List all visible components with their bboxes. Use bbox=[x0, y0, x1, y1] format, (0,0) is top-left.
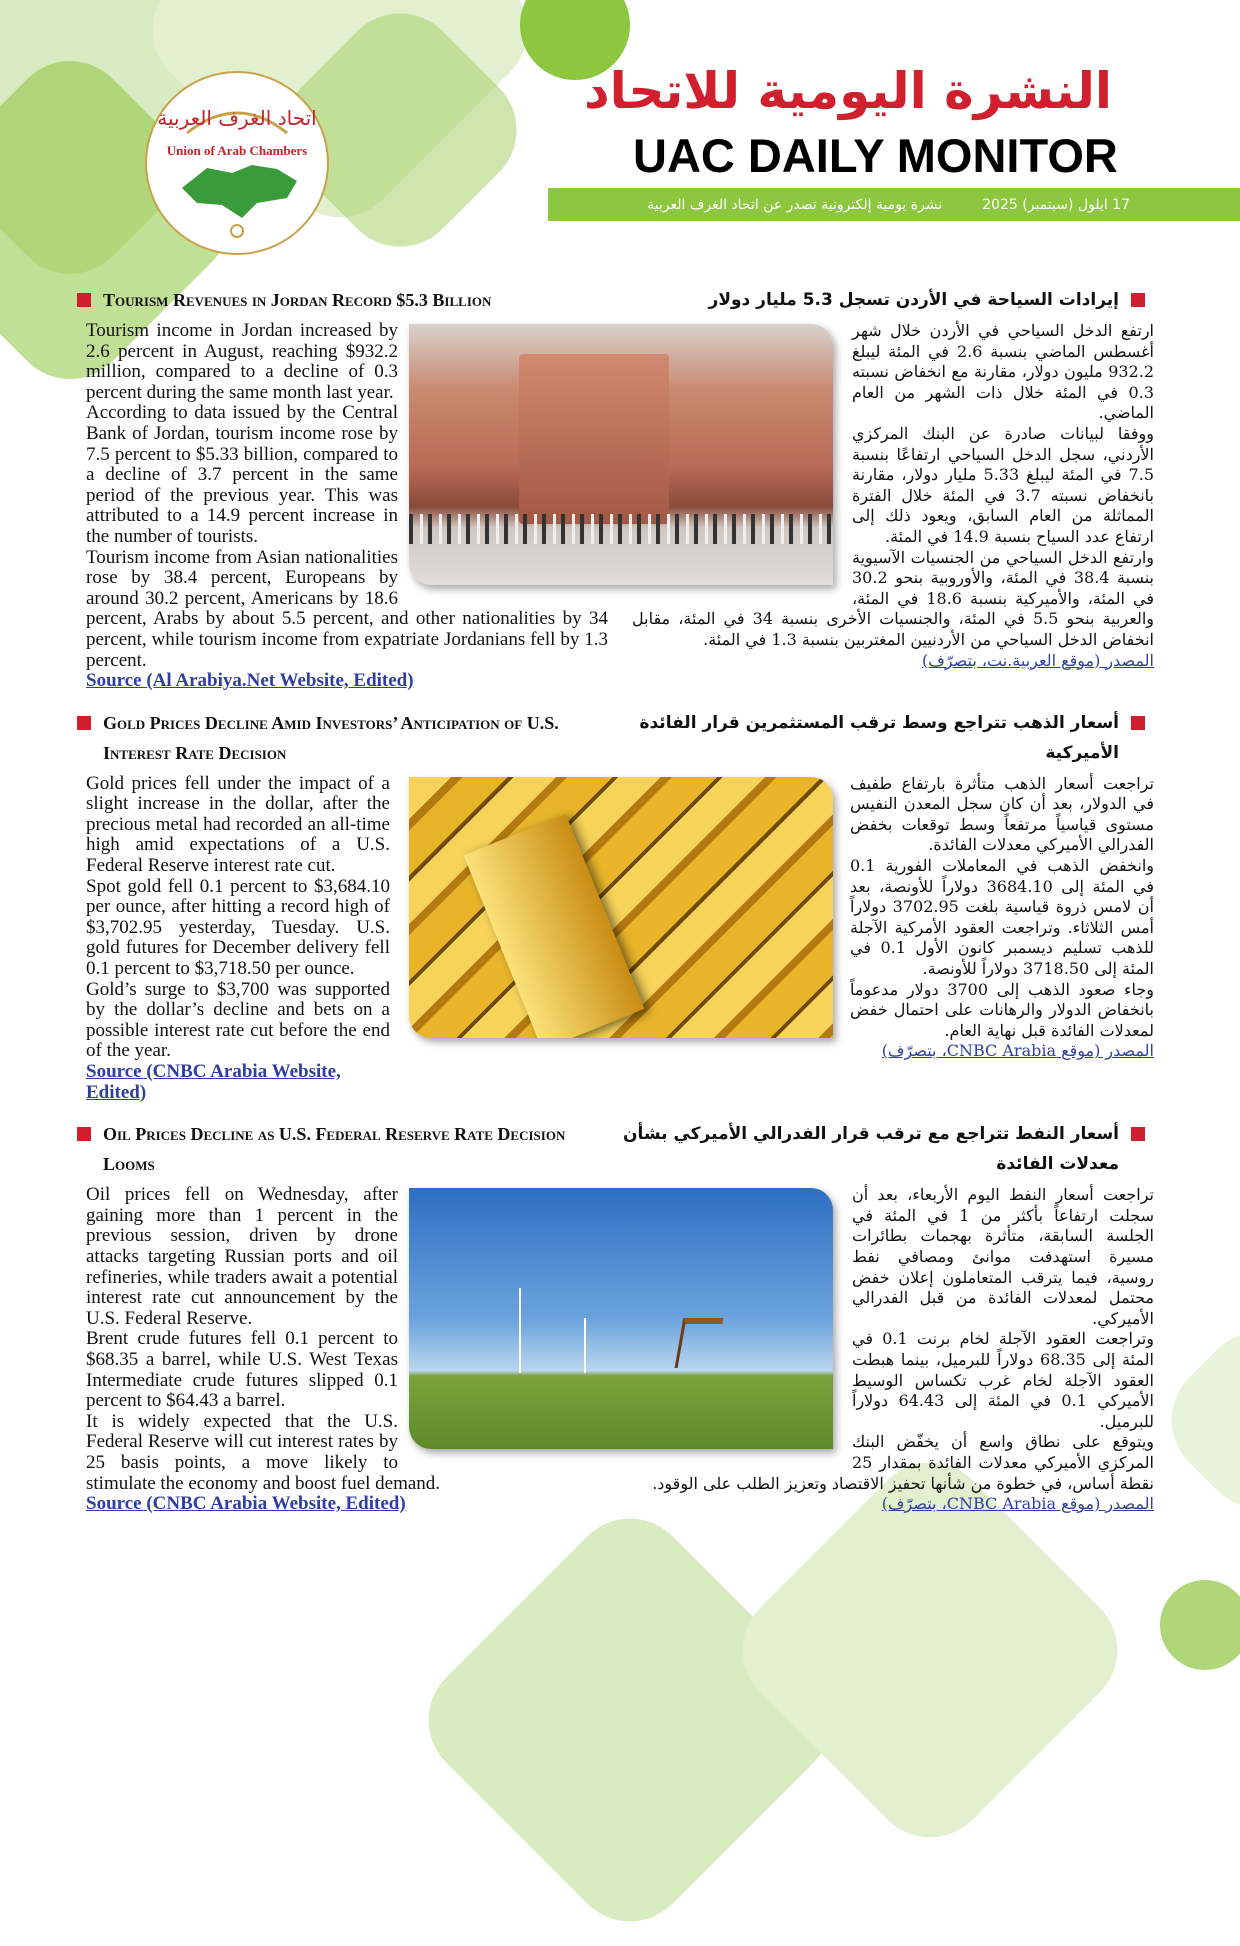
decor-shape bbox=[1141, 1561, 1240, 1688]
source-link[interactable]: Source (CNBC Arabia Website, Edited) bbox=[86, 1061, 341, 1103]
svg-text:Union of Arab Chambers: Union of Arab Chambers bbox=[166, 143, 308, 158]
oil-pump-photo bbox=[409, 1188, 833, 1449]
svg-text:اتحاد الغرف العربية: اتحاد الغرف العربية bbox=[157, 106, 317, 130]
bullet-square bbox=[1131, 1127, 1145, 1141]
article-gold bbox=[0, 708, 1240, 1104]
article-body-ar: تراجعت أسعار النفط اليوم الأربعاء، بعد أن سجلت ارتفاعاً بأكثر من 1 في المئة في الجلسة السابقة، متأثرة بهجمات بطائرات مسيرة استهدفت موانئ ومصافي نفط روسية، فيما يترقب المتعاملون إعلان خفض محتمل لمعدلات الفائدة من قبل الفدرالي الأميركي. وتراجعت العقود الآجلة لخام برنت 0.1 في المئة إلى 68.35 دولاراً للبرميل، بينما هبطت العقود الآجلة لخام غرب تكساس الوسيط الأميركي 0.1 في المئة إلى 64.43 دولاراً للبرميل. ويتوقع على نطاق واسع أن يخفّض البنك المركزي الأميركي معدلات الفائدة بمقدار 25 نقطة أساس، في خطوة من شأنها تحفيز الاقتصاد وتعزيز الطلب على الوقود. المصدر (موقع CNBC Arabia، بتصرّف) bbox=[632, 1185, 1154, 1515]
article-title-en: Tourism Revenues in Jordan Record $5.3 Billion bbox=[103, 290, 492, 310]
article-body-ar: تراجعت أسعار الذهب متأثرة بارتفاع طفيف في الدولار، بعد أن كان سجل المعدن النفيس مستوى قياسياً مرتفعاً وسط توقعات بخفض الفدرالي الأميركي معدلات الفائدة. وانخفض الذهب في المعاملات الفورية 0.1 في المئة إلى 3684.10 دولاراً للأونصة، بعد أن لامس ذروة قياسية بلغت 3702.95 دولاراً أمس الثلاثاء. وتراجعت العقود الأمركية الآجلة للذهب تسليم ديسمبر كانون الأول 0.1 في المئة إلى 3718.50 دولاراً للأونصة. وجاء صعود الذهب إلى 3700 دولار مدعوماً بانخفاض الدولار والرهانات على احتمال خفض لمعدلات الفائدة قبل نهاية العام. المصدر (موقع CNBC Arabia، بتصرّف) bbox=[850, 773, 1155, 1061]
article-oil bbox=[0, 1119, 1240, 1515]
article-body-en: Tourism income in Jordan increased by 2.6 percent in August, reaching $932.2 million, compared to a decline of 0.3 percent during the same month last year. According to data issued by the Central Bank of Jordan, tourism income rose by 7.5 percent to $5.33 billion, compared to a decline of 3.7 percent in the same period of the previous year. This was attributed to a 14.9 percent increase in the number of tourists. Tourism income from Asian nationalities rose by 38.4 percent, Europeans by around 30.2 percent, Americans by 18.6 percent, Arabs by about 5.5 percent, and other nationalities by 34 percent, while tourism income from expatriate Jordanians fell by 1.3 percent. Source (Al Arabiya.Net Website, Edited) bbox=[86, 320, 608, 692]
tagline: نشرة يومية إلكترونية تصدر عن اتحاد الغرف العربية bbox=[647, 196, 943, 213]
bullet-square bbox=[77, 716, 91, 730]
article-tourism bbox=[0, 285, 1240, 692]
source-link[interactable]: المصدر (موقع CNBC Arabia، بتصرّف) bbox=[881, 1494, 1154, 1514]
title-arabic: النشرة اليومية للاتحاد bbox=[584, 62, 1112, 120]
issue-date: 17 ايلول (سبتمبر) 2025 bbox=[982, 196, 1130, 213]
bullet-square bbox=[1131, 716, 1145, 730]
article-body-ar: ارتفع الدخل السياحي في الأردن خلال شهر أغسطس الماضي بنسبة 2.6 في المئة ليبلغ 932.2 مليون دولار، مقارنة مع انخفاض نسبته 0.3 في المئة خلال ذات الشهر من العام الماضي. ووفقا لبيانات صادرة عن البنك المركزي الأردني، سجل الدخل السياحي ارتفاعًا بنسبة 7.5 في المئة ليبلغ 5.33 مليار دولار، مقارنة بانخفاض نسبته 3.7 في المئة خلال الفترة المماثلة من العام السابق، ويعود ذلك إلى ارتفاع عدد السياح بنسبة 14.9 في المئة. وارتفع الدخل السياحي من الجنسيات الآسيوية بنسبة 38.4 في المئة، والأوروبية بنحو 30.2 في المئة، والأميركية بنسبة 18.6 في المئة، والعربية بنحو 5.5 في المئة، والجنسيات الأخرى بنسبة 34 في المئة، مقابل انخفاض الدخل السياحي من الأردنيين المغتربين بنسبة 1.3 في المئة. المصدر (موقع العربية.نت، بتصرّف) bbox=[632, 321, 1155, 670]
title-english: UAC DAILY MONITOR bbox=[633, 129, 1118, 182]
source-link[interactable]: المصدر (موقع العربية.نت، بتصرّف) bbox=[921, 650, 1154, 670]
article-title-ar: أسعار الذهب تتراجع وسط ترقب المستثمرين قرار الفائدة الأميركية bbox=[639, 712, 1119, 763]
bullet-square bbox=[1131, 293, 1145, 307]
uac-logo bbox=[145, 71, 329, 255]
article-body-en: Oil prices fell on Wednesday, after gaining more than 1 percent in the previous session, driven by drone attacks targeting Russian ports and oil refineries, while traders await a potential interest rate cut announcement by the U.S. Federal Reserve. Brent crude futures fell 0.1 percent to $68.35 a barrel, while U.S. West Texas Intermediate crude futures slipped 0.1 percent to $64.43 a barrel. It is widely expected that the U.S. Federal Reserve will cut interest rates by 25 basis points, a move likely to stimulate the economy and boost fuel demand. Source (CNBC Arabia Website, Edited) bbox=[86, 1185, 608, 1515]
bullet-square bbox=[77, 293, 91, 307]
article-title-en: Oil Prices Decline as U.S. Federal Reserve Rate Decision Looms bbox=[103, 1124, 566, 1175]
petra-photo bbox=[409, 324, 833, 585]
article-title-ar: أسعار النفط تتراجع مع ترقب قرار الفدرالي الأميركي بشأن معدلات الفائدة bbox=[622, 1124, 1119, 1175]
source-link[interactable]: Source (Al Arabiya.Net Website, Edited) bbox=[86, 670, 414, 692]
gold-bars-photo bbox=[409, 777, 833, 1038]
bullet-square bbox=[77, 1127, 91, 1141]
source-link[interactable]: المصدر (موقع CNBC Arabia، بتصرّف) bbox=[881, 1041, 1154, 1061]
article-title-en: Gold Prices Decline Amid Investors’ Anticipation of U.S. Interest Rate Decision bbox=[103, 712, 559, 763]
date-bar bbox=[548, 188, 1240, 221]
source-link[interactable]: Source (CNBC Arabia Website, Edited) bbox=[86, 1493, 406, 1515]
articles bbox=[0, 285, 1240, 1531]
article-body-en: Gold prices fell under the impact of a slight increase in the dollar, after the precious metal had recorded an all-time high amid expectations of a U.S. Federal Reserve interest rate cut. Spot gold fell 0.1 percent to $3,684.10 per ounce, after hitting a record high of $3,702.95 yesterday, Tuesday. U.S. gold futures for December delivery fell 0.1 percent to $3,718.50 per ounce. Gold’s surge to $3,700 was supported by the dollar’s decline and bets on a possible interest rate cut before the end of the year. Source (CNBC Arabia Website, Edited) bbox=[86, 772, 390, 1103]
article-title-ar: إيرادات السياحة في الأردن تسجل 5.3 مليار دولار bbox=[708, 290, 1119, 310]
